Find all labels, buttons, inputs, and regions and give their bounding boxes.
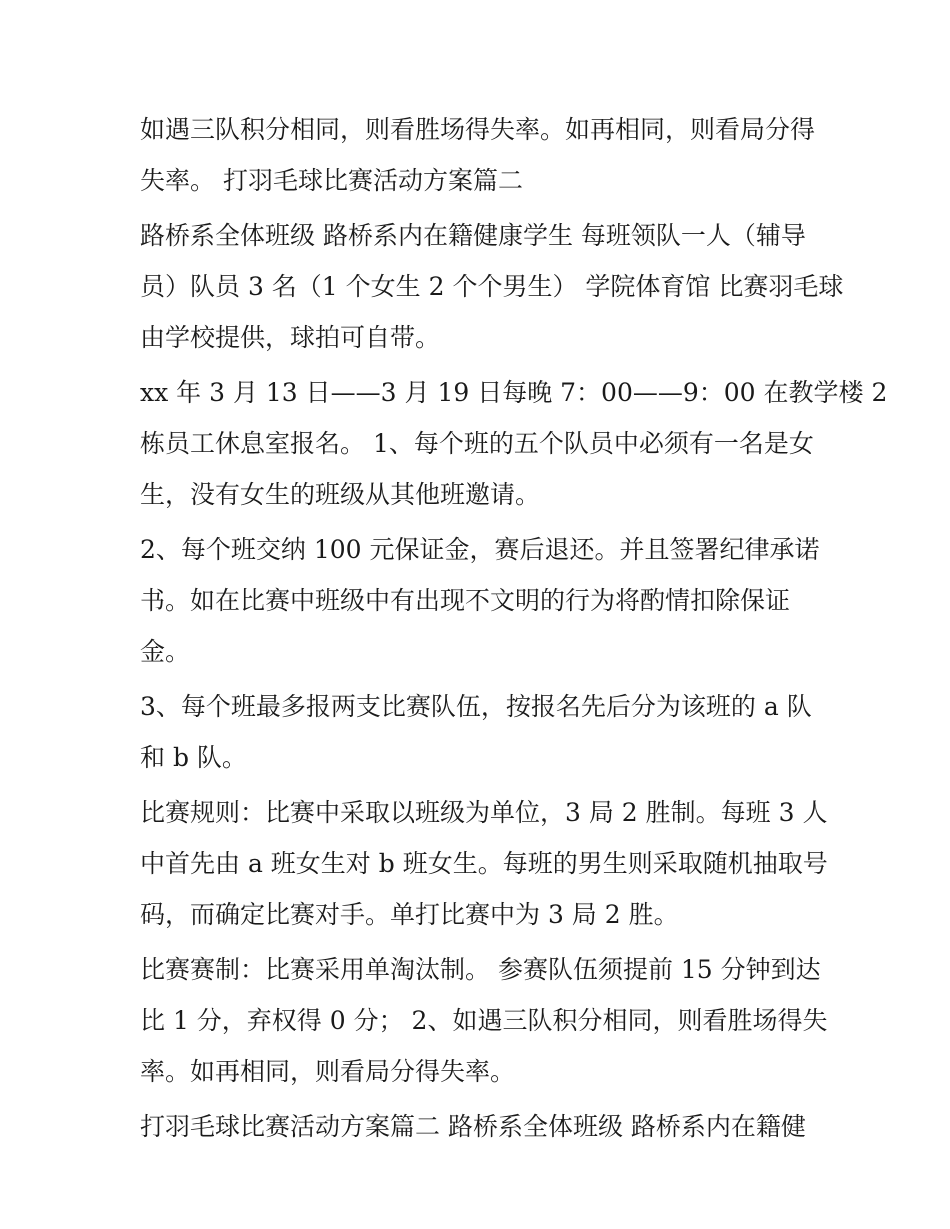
text-line: 打羽毛球比赛活动方案篇二 路桥系全体班级 路桥系内在籍健 [140,1112,806,1141]
text-line: 率。如再相同，则看局分得失率。 [140,1057,516,1086]
text-line: 路桥系全体班级 路桥系内在籍健康学生 每班领队一人（辅导 [140,221,806,250]
document-body [140,104,888,1156]
paragraph-match-rules [140,787,828,940]
paragraph-format [140,944,828,1097]
text-line: 生，没有女生的班级从其他班邀请。 [140,480,541,509]
text-line: 码，而确定比赛对手。单打比赛中为 3 局 2 胜。 [140,900,679,929]
paragraph-team-limit [140,681,812,783]
text-line: 比赛赛制：比赛采用单淘汰制。 参赛队伍须提前 15 分钟到达 [140,955,821,984]
text-line: 和 b 队。 [140,743,247,772]
paragraph-plan-heading [140,1101,812,1152]
text-line: 如遇三队积分相同，则看胜场得失率。如再相同，则看局分得 [140,115,816,144]
text-line: 员）队员 3 名（1 个女生 2 个个男生） 学院体育馆 比赛羽毛球 [140,272,844,301]
text-line: 失率。 打羽毛球比赛活动方案篇二 [140,166,523,195]
paragraph-participants [140,210,844,363]
text-line: 中首先由 a 班女生对 b 班女生。每班的男生则采取随机抽取号 [140,849,828,878]
paragraph-registration [140,367,888,520]
paragraph-deposit [140,524,820,677]
text-line: 比 1 分，弃权得 0 分； 2、如遇三队积分相同，则看胜场得失 [140,1006,828,1035]
text-line: 2、每个班交纳 100 元保证金，赛后退还。并且签署纪律承诺 [140,535,820,564]
text-line: 栋员工休息室报名。 1、每个班的五个队员中必须有一名是女 [140,429,814,458]
text-line: xx 年 3 月 13 日——3 月 19 日每晚 7：00——9：00 在教学楼 2 [140,378,888,407]
text-line: 金。 [140,637,191,666]
paragraph-ranking-rule [140,104,816,206]
text-line: 由学校提供，球拍可自带。 [140,323,441,352]
text-line: 书。如在比赛中班级中有出现不文明的行为将酌情扣除保证 [140,586,791,615]
text-line: 3、每个班最多报两支比赛队伍，按报名先后分为该班的 a 队 [140,692,812,721]
text-line: 比赛规则：比赛中采取以班级为单位，3 局 2 胜制。每班 3 人 [140,798,828,827]
